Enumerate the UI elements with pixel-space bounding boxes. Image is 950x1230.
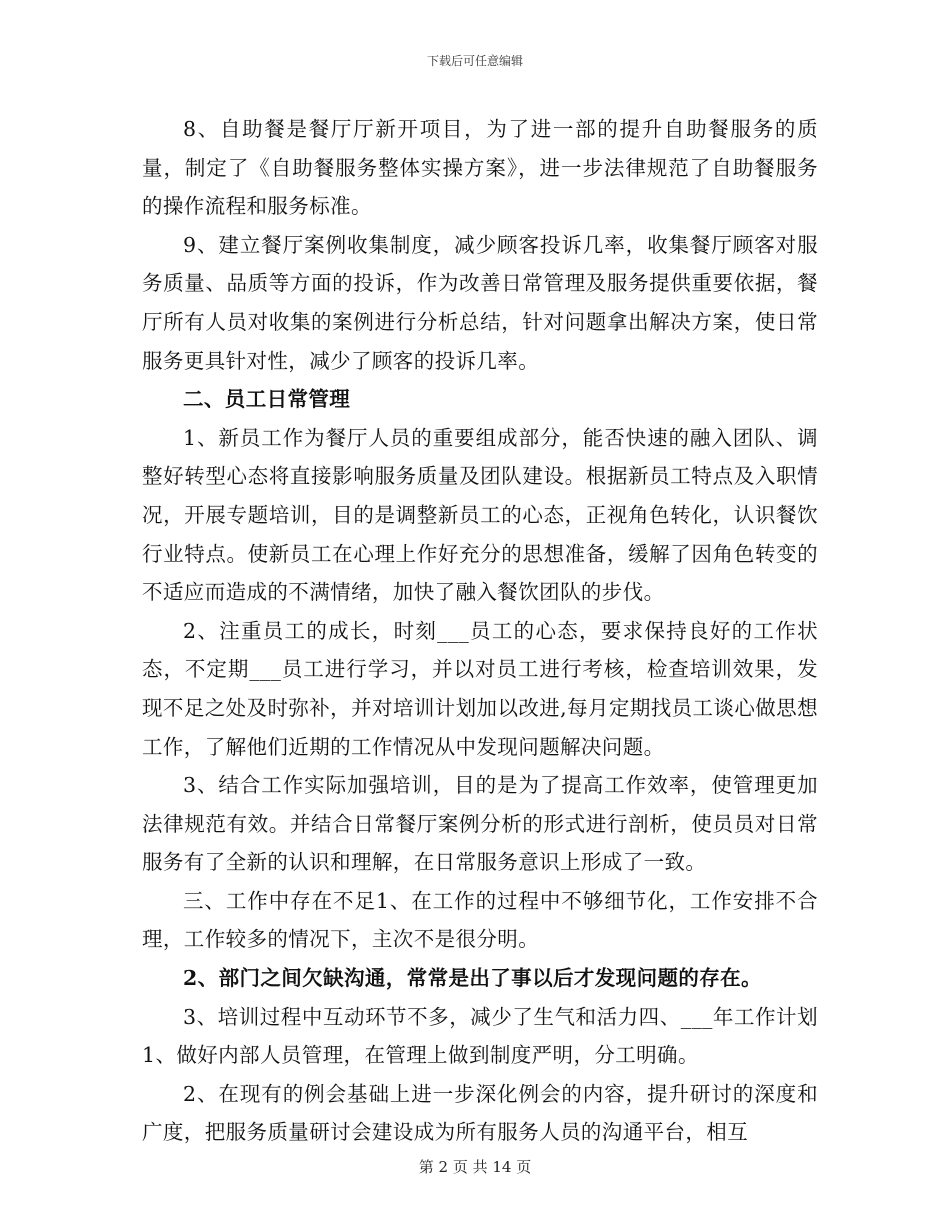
page-footer: 第 2 页 共 14 页 bbox=[418, 1158, 532, 1176]
paragraph-meeting-deepening: 2、在现有的例会基础上进一步深化例会的内容，提升研讨的深度和广度，把服务质量研讨会建设成为所有服务人员的沟通平台，相互 bbox=[142, 1081, 818, 1145]
paragraph-staff-growth: 2、注重员工的成长，时刻___员工的心态，要求保持良好的工作状态，不定期___员工进行学习，并以对员工进行考核，检查培训效果，发现不足之处及时弥补，并对培训计划加以改进,每月定期找员工谈心做思想工作，了解他们近期的工作情况从中发现问题解决问题。 bbox=[142, 618, 818, 759]
paragraph-8-buffet: 8、自助餐是餐厅厅新开项目，为了进一部的提升自助餐服务的质量，制定了《自助餐服务整体实操方案》，进一步法律规范了自助餐服务的操作流程和服务标准。 bbox=[142, 117, 818, 219]
paragraph-shortcomings: 三、工作中存在不足1、在工作的过程中不够细节化，工作安排不合理，工作较多的情况下，主次不是很分明。 bbox=[142, 888, 818, 952]
document-body bbox=[142, 110, 818, 1152]
paragraph-9-case-collection: 9、建立餐厅案例收集制度，减少顾客投诉几率，收集餐厅顾客对服务质量、品质等方面的投诉，作为改善日常管理及服务提供重要依据，餐厅所有人员对收集的案例进行分析总结，针对问题拿出解决方案，使日常服务更具针对性，减少了顾客的投诉几率。 bbox=[142, 232, 818, 373]
paragraph-new-staff: 1、新员工作为餐厅人员的重要组成部分，能否快速的融入团队、调整好转型心态将直接影响服务质量及团队建设。根据新员工特点及入职情况，开展专题培训，目的是调整新员工的心态，正视角色转化，认识餐饮行业特点。使新员工在心理上作好充分的思想准备，缓解了因角色转变的不适应而造成的不满情绪，加快了融入餐饮团队的步伐。 bbox=[142, 425, 818, 605]
paragraph-training-interaction: 3、培训过程中互动环节不多，减少了生气和活力四、___年工作计划1、做好内部人员管理，在管理上做到制度严明，分工明确。 bbox=[142, 1004, 818, 1068]
section-heading-staff-management: 二、员工日常管理 bbox=[183, 387, 351, 412]
page-header: 下载后可任意编辑 bbox=[426, 54, 523, 68]
paragraph-training: 3、结合工作实际加强培训，目的是为了提高工作效率，使管理更加法律规范有效。并结合日常餐厅案例分析的形式进行剖析，使员员对日常服务有了全新的认识和理解，在日常服务意识上形成了一致。 bbox=[142, 773, 818, 875]
paragraph-communication-bold: 2、部门之间欠缺沟通，常常是出了事以后才发现问题的存在。 bbox=[183, 966, 762, 991]
